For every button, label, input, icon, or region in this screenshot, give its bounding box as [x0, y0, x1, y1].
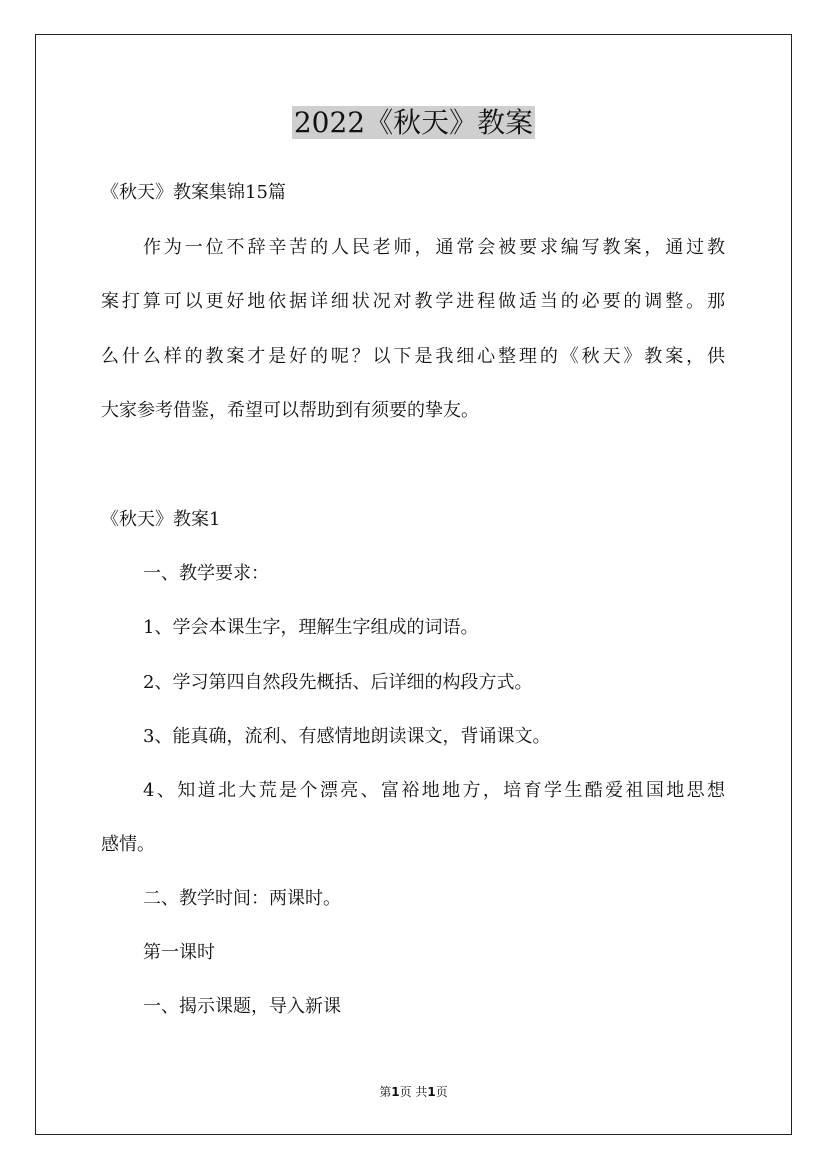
document-title-text: 2022《秋天》教案 [293, 106, 534, 139]
footer-page-number: 1 [391, 1085, 400, 1099]
intro-line-1: 作为一位不辞辛苦的人民老师，通常会被要求编写教案，通过教 [143, 237, 725, 258]
footer-total-pages: 1 [427, 1085, 436, 1099]
requirement-2: 2、学习第四自然段先概括、后详细的构段方式。 [143, 672, 533, 693]
teaching-time: 二、教学时间：两课时。 [143, 888, 341, 909]
requirement-4-line-1: 4、知道北大荒是个漂亮、富裕地地方，培育学生酷爱祖国地思想 [143, 780, 725, 801]
step-1: 一、揭示课题，导入新课 [143, 996, 341, 1017]
page-footer [0, 1084, 827, 1100]
footer-prefix: 第 [379, 1085, 392, 1099]
requirement-3: 3、能真确，流利、有感情地朗读课文，背诵课文。 [143, 726, 551, 747]
lesson-label: 第一课时 [143, 942, 215, 963]
requirement-4-line-2: 感情。 [101, 834, 155, 855]
section-heading: 《秋天》教案1 [101, 509, 221, 530]
requirement-1: 1、学会本课生字，理解生字组成的词语。 [143, 617, 479, 638]
document-title [0, 101, 827, 145]
intro-line-2: 案打算可以更好地依据详细状况对教学进程做适当的必要的调整。那 [101, 291, 725, 312]
requirements-heading: 一、教学要求： [143, 563, 269, 584]
footer-suffix: 页 [435, 1085, 448, 1099]
intro-line-3: 么什么样的教案才是好的呢？以下是我细心整理的《秋天》教案，供 [101, 346, 725, 367]
footer-mid: 页 共 [399, 1085, 428, 1099]
intro-line-4: 大家参考借鉴，希望可以帮助到有须要的挚友。 [101, 400, 479, 421]
document-subtitle: 《秋天》教案集锦15篇 [101, 182, 286, 203]
